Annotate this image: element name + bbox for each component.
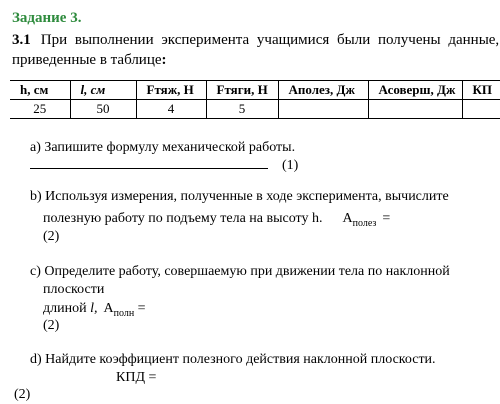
table-header-cell: Fтяж, Н	[136, 81, 206, 100]
table-header-cell: l, см	[70, 81, 136, 100]
table-cell: 4	[136, 100, 206, 119]
question-c-line-1: c) Определите работу, совершаемую при движении тела по наклонной	[30, 264, 450, 279]
table-row	[10, 100, 500, 119]
data-table	[10, 80, 500, 119]
question-a-answer	[30, 156, 298, 174]
table-header-row	[10, 81, 500, 100]
table-header-cell: Аполез, Дж	[278, 81, 368, 100]
question-a-points: (1)	[282, 158, 299, 173]
table-cell	[462, 100, 500, 119]
answer-line[interactable]	[30, 156, 268, 169]
table-cell: 25	[10, 100, 70, 119]
useful-work-label: $А_{полез}$ =	[342, 211, 391, 229]
table-cell	[278, 100, 368, 119]
table-cell: 50	[70, 100, 136, 119]
table-cell	[368, 100, 462, 119]
intro-line-2	[12, 52, 167, 69]
intro-colon: :	[161, 52, 167, 68]
intro-text-2: приведенные в таблице	[12, 52, 162, 68]
question-c-line-2: плоскости	[43, 282, 105, 297]
question-b-line-2	[43, 211, 390, 229]
question-b-line-1: b) Используя измерения, полученные в ходе эксперимента, вычислите	[30, 189, 449, 204]
task-number: 3.1	[12, 32, 31, 48]
question-b-text-2: полезную работу по подъему тела на высоту h.	[43, 211, 323, 226]
efficiency-label: КПД =	[116, 370, 157, 385]
question-c-line-3: длиной l, $А_{полн}$ =	[43, 301, 146, 319]
table-header-cell: Fтяги, Н	[206, 81, 278, 100]
question-b-points: (2)	[43, 229, 60, 244]
table-header-cell: Асоверш, Дж	[368, 81, 462, 100]
total-work-label: $А_{полн}$ =	[103, 301, 146, 319]
question-d-points: (2)	[14, 387, 31, 402]
question-d-line-1: d) Найдите коэффициент полезного действия наклонной плоскости.	[30, 352, 436, 367]
intro-text-1: При выполнении эксперимента учащимися были получены данные,	[40, 32, 500, 48]
table-header-cell: h, см	[10, 81, 70, 100]
task-title: Задание 3.	[12, 10, 82, 26]
table-cell: 5	[206, 100, 278, 119]
intro-line-1	[12, 32, 499, 49]
table-header-cell: КП	[462, 81, 500, 100]
question-c-points: (2)	[43, 318, 60, 333]
question-a-text: а) Запишите формулу механической работы.	[30, 140, 296, 155]
